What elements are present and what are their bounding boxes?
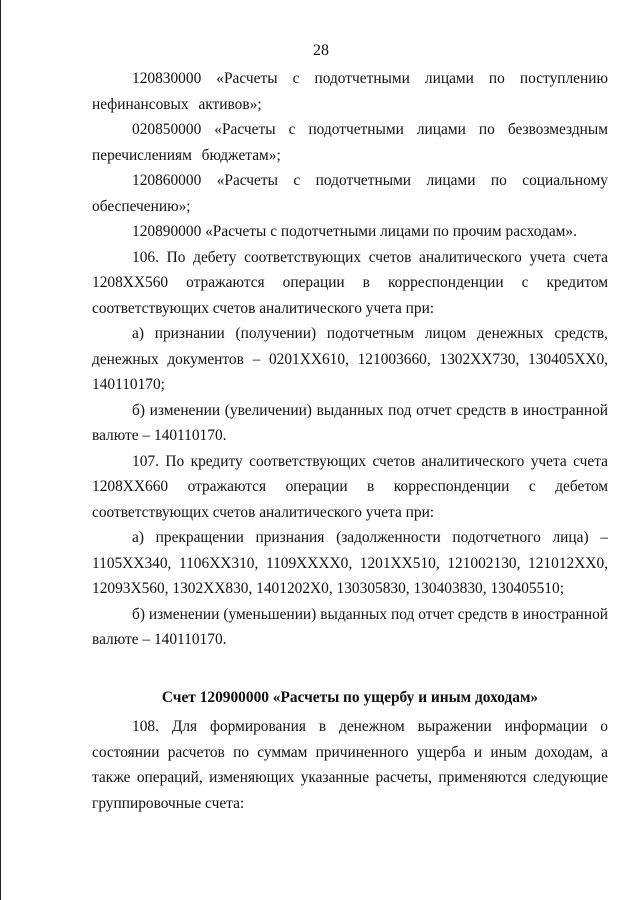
- paragraph-account-020850000: 020850000 «Расчеты с подотчетными лицами по безвозмездным перечислениям бюджетам»;: [92, 121, 608, 164]
- paragraph-account-120860000: 120860000 «Расчеты с подотчетными лицами по социальному обеспечению»;: [92, 172, 608, 215]
- paragraph-item-106-a: а) признании (получении) подотчетным лицом денежных средств, денежных документов – 0201XX610, 121003660, 1302XX730, 130405XX0, 140110170;: [92, 325, 608, 393]
- paragraph-item-106-b: б) изменении (увеличении) выданных под отчет средств в иностранной валюте – 140110170.: [92, 401, 608, 444]
- paragraph-item-108: 108. Для формирования в денежном выражении информации о состоянии расчетов по суммам причиненного ущерба и иным доходам, а также операций, изменяющих указанные расчеты, применяются следующие группировочные счета:: [92, 718, 608, 812]
- paragraph-item-107: 107. По кредиту соответствующих счетов аналитического учета счета 1208XX660 отражаются операции в корреспонденции с дебетом соответствующих счетов аналитического учета при:: [92, 452, 608, 521]
- section-heading: Счет 120900000 «Расчеты по ущербу и иным доходам»: [161, 688, 539, 706]
- document-body: [92, 66, 608, 816]
- paragraph-item-107-b: б) изменении (уменьшении) выданных под отчет средств в иностранной валюте – 140110170.: [92, 605, 608, 648]
- paragraph-account-120890000: 120890000 «Расчеты с подотчетными лицами по прочим расходам».: [132, 223, 577, 240]
- page-number: 28: [313, 42, 329, 59]
- paragraph-item-107-a: а) прекращении признания (задолженности подотчетного лица) – 1105XX340, 1106XX310, 1109XXXX0, 1201XX510, 121002130, 121012XX0, 12093X560, 1302XX830, 1401202X0, 130305830, 130403830, 130405510;: [92, 529, 608, 597]
- paragraph-account-120830000: 120830000 «Расчеты с подотчетными лицами по поступлению нефинансовых активов»;: [92, 70, 608, 113]
- paragraph-item-106: 106. По дебету соответствующих счетов аналитического учета счета 1208XX560 отражаются операции в корреспонденции с кредитом соответствующих счетов аналитического учета при:: [92, 248, 608, 317]
